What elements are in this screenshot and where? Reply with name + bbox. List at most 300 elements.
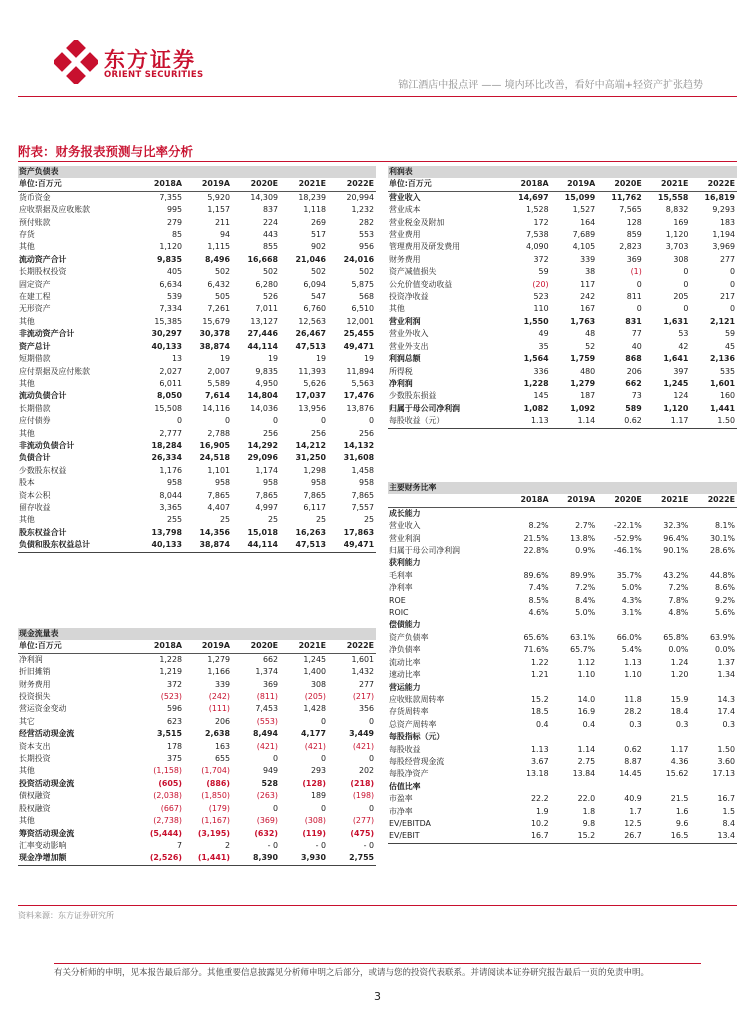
table-row bbox=[18, 204, 376, 216]
cell-value: 568 bbox=[359, 292, 375, 302]
cell-value: 16,905 bbox=[199, 440, 230, 450]
table-row bbox=[18, 303, 376, 315]
row-label: 存货 bbox=[19, 230, 35, 240]
row-label: 负债合计 bbox=[19, 453, 51, 463]
cell-value: 15,679 bbox=[202, 316, 230, 326]
table-row bbox=[18, 765, 376, 777]
cell-value: (2,038) bbox=[153, 791, 182, 801]
row-label: 非流动负债合计 bbox=[19, 440, 75, 450]
table-row bbox=[18, 217, 376, 229]
cell-value: 6,760 bbox=[303, 304, 326, 314]
table-row bbox=[388, 744, 737, 756]
cell-value: 73 bbox=[631, 391, 642, 401]
cell-value: 12,001 bbox=[346, 316, 375, 326]
cell-value: 1,527 bbox=[572, 205, 596, 215]
cell-value: 18.4 bbox=[670, 707, 689, 717]
cell-value: 1.22 bbox=[531, 657, 549, 667]
table-row bbox=[18, 703, 376, 715]
cell-value bbox=[644, 731, 691, 743]
group-header-row bbox=[388, 557, 737, 569]
year-header: 2022E bbox=[328, 178, 376, 191]
table-row bbox=[18, 679, 376, 691]
cell-value bbox=[551, 619, 598, 631]
cell-value: 256 bbox=[262, 428, 278, 438]
cell-value: (421) bbox=[256, 741, 278, 751]
cell-value: - 0 bbox=[315, 840, 326, 850]
cell-value: 25,455 bbox=[343, 329, 375, 339]
cell-value: 11.8 bbox=[624, 694, 642, 704]
cell-value: 1,245 bbox=[303, 654, 326, 664]
table-row bbox=[18, 279, 376, 291]
row-label: 其他 bbox=[19, 766, 35, 776]
table-row bbox=[388, 694, 737, 706]
row-label: 市盈率 bbox=[389, 794, 413, 804]
cell-value: 206 bbox=[626, 366, 642, 376]
cell-value: 1,759 bbox=[570, 354, 596, 364]
cell-value: 128 bbox=[626, 217, 642, 227]
page-number: 3 bbox=[374, 990, 381, 1003]
cell-value: 277 bbox=[719, 254, 735, 264]
table-row bbox=[388, 545, 737, 557]
table-row bbox=[18, 852, 376, 865]
cell-value: 553 bbox=[359, 230, 375, 240]
row-label: 应收账款周转率 bbox=[389, 694, 445, 704]
cell-value: 3,930 bbox=[280, 852, 328, 865]
section-title: 现金流量表 bbox=[18, 628, 376, 640]
row-label: 其他 bbox=[389, 304, 405, 314]
row-label: 营业利润 bbox=[389, 316, 421, 326]
cell-value: 2,823 bbox=[619, 242, 642, 252]
cell-value: 47,513 bbox=[295, 341, 326, 351]
cell-value: 958 bbox=[262, 478, 278, 488]
cell-value: 1,120 bbox=[159, 242, 182, 252]
row-label: 现金净增加额 bbox=[18, 852, 136, 865]
table-row bbox=[388, 254, 737, 266]
cell-value: 13.84 bbox=[572, 769, 596, 779]
row-label: 每股净资产 bbox=[389, 769, 429, 779]
table-row bbox=[388, 341, 737, 353]
cell-value: 7,538 bbox=[526, 230, 549, 240]
cell-value: 0.3 bbox=[629, 719, 642, 729]
cell-value: 405 bbox=[166, 267, 182, 277]
cell-value: (179) bbox=[208, 803, 230, 813]
cell-value: 13 bbox=[171, 354, 182, 364]
cell-value: 7,557 bbox=[351, 502, 375, 512]
cell-value: 859 bbox=[626, 230, 642, 240]
section-header-row bbox=[388, 166, 737, 178]
row-label: 折旧摊销 bbox=[19, 667, 51, 677]
cell-value: 372 bbox=[533, 254, 549, 264]
cell-value: (605) bbox=[158, 778, 182, 788]
cell-value: 21,046 bbox=[295, 254, 326, 264]
year-header: 2020E bbox=[597, 494, 644, 507]
cell-value: 13,956 bbox=[298, 403, 326, 413]
balance-sheet-table bbox=[18, 166, 376, 553]
cell-value: 20,994 bbox=[346, 192, 375, 202]
cell-value: 0 bbox=[272, 754, 278, 764]
cell-value: 1.24 bbox=[670, 657, 689, 667]
cell-value: 2,788 bbox=[207, 428, 230, 438]
cell-value: 24,518 bbox=[199, 453, 230, 463]
row-label: 非流动资产合计 bbox=[19, 329, 75, 339]
row-label: 归属于母公司净利润 bbox=[389, 546, 461, 556]
cell-value: 3,365 bbox=[159, 502, 182, 512]
unit-label: 单位:百万元 bbox=[18, 640, 136, 653]
cell-value: 8.87 bbox=[624, 756, 642, 766]
cell-value: 5,920 bbox=[207, 192, 230, 202]
row-label: 投资损失 bbox=[19, 692, 51, 702]
cell-value: 502 bbox=[262, 267, 278, 277]
cell-value: 30,297 bbox=[151, 329, 182, 339]
cell-value: 9.2% bbox=[715, 595, 736, 605]
cell-value: 1,120 bbox=[665, 230, 689, 240]
table-row bbox=[388, 266, 737, 278]
cell-value: 35.7% bbox=[616, 570, 642, 580]
row-label: 每股指标（元） bbox=[389, 732, 445, 742]
cell-value: 1.8 bbox=[582, 806, 596, 816]
row-label: 营业利润 bbox=[389, 533, 421, 543]
cell-value: 369 bbox=[262, 679, 278, 689]
cell-value: (667) bbox=[160, 803, 182, 813]
column-header-row bbox=[18, 640, 376, 653]
cell-value: 0 bbox=[729, 279, 735, 289]
cell-value: - 0 bbox=[267, 840, 278, 850]
cell-value: 2 bbox=[224, 840, 230, 850]
cell-value: 339 bbox=[214, 679, 230, 689]
table-row bbox=[18, 403, 376, 415]
cell-value: 547 bbox=[310, 292, 326, 302]
cell-value: 1.50 bbox=[690, 415, 737, 428]
table-row bbox=[18, 728, 376, 740]
cell-value: 6,011 bbox=[159, 378, 182, 388]
cell-value bbox=[690, 619, 737, 631]
cell-value: (886) bbox=[206, 778, 230, 788]
cell-value: 0.0% bbox=[668, 645, 689, 655]
cell-value: 1,166 bbox=[207, 667, 230, 677]
cell-value: (5,444) bbox=[149, 828, 182, 838]
cell-value bbox=[597, 619, 644, 631]
cell-value: 0 bbox=[272, 416, 278, 426]
cell-value: 1.10 bbox=[624, 670, 642, 680]
table-row bbox=[18, 753, 376, 765]
cell-value: 49,471 bbox=[328, 539, 376, 552]
cell-value: 4.8% bbox=[668, 608, 689, 618]
cell-value: 49,471 bbox=[343, 341, 375, 351]
cell-value: 189 bbox=[310, 791, 326, 801]
cell-value: 7.8% bbox=[668, 595, 689, 605]
cell-value: 282 bbox=[359, 217, 375, 227]
table-row bbox=[388, 316, 737, 328]
table-row bbox=[388, 706, 737, 718]
row-label: 长期投资 bbox=[19, 754, 51, 764]
cell-value: 71.6% bbox=[523, 645, 549, 655]
cell-value: 44.8% bbox=[709, 570, 736, 580]
table-row bbox=[18, 241, 376, 253]
table-row bbox=[388, 303, 737, 315]
row-label: 资产总计 bbox=[19, 341, 51, 351]
cell-value: 1.20 bbox=[670, 670, 689, 680]
cell-value: 596 bbox=[166, 704, 182, 714]
cell-value: 25 bbox=[315, 515, 326, 525]
row-label: 速动比率 bbox=[389, 670, 421, 680]
cell-value: 0 bbox=[683, 279, 689, 289]
unit-label: 单位:百万元 bbox=[388, 178, 504, 191]
table-row bbox=[18, 353, 376, 365]
cell-value: 7,865 bbox=[255, 490, 278, 500]
cell-value: 958 bbox=[214, 478, 230, 488]
cell-value: 29,096 bbox=[247, 453, 278, 463]
appendix-divider bbox=[18, 161, 737, 162]
table-row bbox=[388, 415, 737, 428]
cell-value: 1,428 bbox=[303, 704, 326, 714]
cell-value: 1,279 bbox=[570, 378, 596, 388]
cell-value: 502 bbox=[310, 267, 326, 277]
cell-value: 2.75 bbox=[577, 756, 596, 766]
cell-value: 1,458 bbox=[351, 465, 375, 475]
cell-value: 8.4% bbox=[575, 595, 596, 605]
cell-value: 1.10 bbox=[577, 670, 596, 680]
cell-value: 19 bbox=[219, 354, 230, 364]
cell-value: 6,432 bbox=[207, 279, 230, 289]
cell-value: 160 bbox=[719, 391, 735, 401]
cell-value: 0 bbox=[320, 754, 326, 764]
year-header: 2020E bbox=[597, 178, 644, 191]
appendix-title: 附表：财务报表预测与比率分析 bbox=[18, 144, 194, 159]
cell-value: 1,176 bbox=[159, 465, 182, 475]
cell-value: 1,550 bbox=[523, 316, 549, 326]
cell-value: 14,356 bbox=[199, 527, 230, 537]
year-header: 2022E bbox=[690, 494, 737, 507]
cell-value: 38 bbox=[585, 267, 596, 277]
cell-value: 145 bbox=[533, 391, 549, 401]
cell-value: 14.45 bbox=[619, 769, 642, 779]
cell-value: 63.1% bbox=[570, 632, 596, 642]
cell-value: (421) bbox=[304, 741, 326, 751]
cell-value bbox=[690, 781, 737, 793]
cell-value: 1,298 bbox=[303, 465, 326, 475]
cell-value: 1.5 bbox=[722, 806, 736, 816]
cell-value: 2,777 bbox=[159, 428, 182, 438]
cell-value: 0 bbox=[320, 716, 326, 726]
cell-value: 45 bbox=[724, 341, 735, 351]
cell-value: 397 bbox=[673, 366, 689, 376]
row-label: 净利润 bbox=[389, 378, 413, 388]
cell-value: 0.4 bbox=[536, 719, 549, 729]
table-row bbox=[18, 465, 376, 477]
cell-value: 96.4% bbox=[663, 533, 689, 543]
cell-value: 4,177 bbox=[301, 729, 326, 739]
year-header: 2022E bbox=[690, 178, 737, 191]
table-row bbox=[388, 241, 737, 253]
year-header: 2018A bbox=[136, 178, 184, 191]
cell-value: 0 bbox=[729, 304, 735, 314]
cell-value: 443 bbox=[262, 230, 278, 240]
table-row bbox=[18, 514, 376, 526]
cell-value: 4,407 bbox=[207, 502, 230, 512]
table-row bbox=[388, 217, 737, 229]
cell-value: 32.3% bbox=[663, 521, 689, 531]
cell-value: 0.62 bbox=[597, 415, 644, 428]
cell-value: 0.9% bbox=[575, 546, 596, 556]
cell-value bbox=[644, 619, 691, 631]
cell-value: 13,798 bbox=[151, 527, 182, 537]
cell-value bbox=[551, 731, 598, 743]
cell-value: (523) bbox=[160, 692, 182, 702]
table-row bbox=[18, 539, 376, 552]
year-header: 2020E bbox=[232, 178, 280, 191]
cell-value: 1,528 bbox=[526, 205, 549, 215]
cell-value: 19 bbox=[267, 354, 278, 364]
table-row bbox=[388, 570, 737, 582]
cell-value: 269 bbox=[310, 217, 326, 227]
cell-value: 2.7% bbox=[575, 521, 596, 531]
cell-value bbox=[690, 682, 737, 694]
cell-value: 163 bbox=[214, 741, 230, 751]
table-row bbox=[18, 790, 376, 802]
cell-value: 15.2 bbox=[551, 830, 598, 843]
cell-value: 7.4% bbox=[528, 583, 549, 593]
table-row bbox=[18, 452, 376, 464]
cell-value: 15,018 bbox=[247, 527, 278, 537]
cell-value: -46.1% bbox=[613, 546, 642, 556]
cell-value: 59 bbox=[724, 329, 735, 339]
table-row bbox=[388, 669, 737, 681]
cell-value: 5.0% bbox=[575, 608, 596, 618]
row-label: 每股收益（元） bbox=[388, 415, 504, 428]
cell-value: 9,835 bbox=[157, 254, 182, 264]
cell-value: (475) bbox=[350, 828, 375, 838]
cell-value: 2,027 bbox=[159, 366, 182, 376]
cell-value: 21.5 bbox=[670, 794, 689, 804]
cell-value: (1,167) bbox=[201, 816, 230, 826]
cell-value: 42 bbox=[678, 341, 689, 351]
cell-value: 22.8% bbox=[523, 546, 549, 556]
cell-value: 1,228 bbox=[159, 654, 182, 664]
year-header: 2019A bbox=[551, 178, 598, 191]
row-label: 流动比率 bbox=[389, 657, 421, 667]
row-label: 债权融资 bbox=[19, 791, 51, 801]
cell-value bbox=[597, 557, 644, 569]
cell-value: 7.2% bbox=[668, 583, 689, 593]
cell-value: 17.13 bbox=[712, 769, 736, 779]
row-label: 筹资活动现金流 bbox=[19, 828, 75, 838]
row-label: EV/EBIT bbox=[388, 830, 504, 843]
cell-value: 1,219 bbox=[159, 667, 182, 677]
cell-value: 528 bbox=[261, 778, 278, 788]
cell-value: 956 bbox=[359, 242, 375, 252]
cell-value: 1,157 bbox=[207, 205, 230, 215]
cell-value: 7 bbox=[176, 840, 182, 850]
cell-value bbox=[504, 781, 551, 793]
cell-value: 958 bbox=[310, 478, 326, 488]
brand-name: 东方证券 bbox=[104, 48, 196, 72]
cell-value: 9.6 bbox=[675, 818, 689, 828]
row-label: 存货周转率 bbox=[389, 707, 429, 717]
cell-value: 1.37 bbox=[717, 657, 736, 667]
cell-value: 10.2 bbox=[531, 818, 549, 828]
cell-value: (1,704) bbox=[201, 766, 230, 776]
table-row bbox=[18, 527, 376, 539]
cell-value: 15,385 bbox=[154, 316, 182, 326]
cell-value: 66.0% bbox=[616, 632, 642, 642]
table-row bbox=[18, 490, 376, 502]
row-label: ROIC bbox=[389, 608, 409, 618]
row-label: 留存收益 bbox=[19, 502, 51, 512]
cell-value: - 0 bbox=[363, 840, 375, 850]
document-title: 锦江酒店中报点评 —— 境内环比改善，看好中高端+轻资产扩张趋势 bbox=[398, 80, 703, 91]
cell-value: 22.2 bbox=[531, 794, 549, 804]
column-header-row bbox=[18, 178, 376, 191]
cell-value: (553) bbox=[256, 716, 278, 726]
cell-value: 16.7 bbox=[504, 830, 551, 843]
table-row bbox=[388, 719, 737, 731]
table-row bbox=[388, 378, 737, 390]
cell-value: 211 bbox=[214, 217, 230, 227]
year-header: 2018A bbox=[136, 640, 184, 653]
cell-value: 40,133 bbox=[151, 341, 182, 351]
cell-value: 4,950 bbox=[255, 378, 278, 388]
cell-value: 502 bbox=[214, 267, 230, 277]
cash-flow-table bbox=[18, 628, 376, 866]
cell-value: 0 bbox=[729, 267, 735, 277]
row-label: 负债和股东权益总计 bbox=[18, 539, 136, 552]
cell-value: 7,334 bbox=[159, 304, 182, 314]
row-label: 净负债率 bbox=[389, 645, 421, 655]
cell-value: 14,309 bbox=[250, 192, 278, 202]
cell-value: 1,564 bbox=[523, 354, 549, 364]
cell-value: 15,558 bbox=[657, 192, 689, 202]
cell-value: 24,016 bbox=[343, 254, 375, 264]
row-label: 利润总额 bbox=[389, 354, 421, 364]
table-row bbox=[18, 229, 376, 241]
cell-value: 995 bbox=[166, 205, 182, 215]
cell-value: 526 bbox=[262, 292, 278, 302]
row-label: 财务费用 bbox=[389, 254, 421, 264]
cell-value: 94 bbox=[219, 230, 230, 240]
cell-value: 256 bbox=[310, 428, 326, 438]
cell-value: 1.17 bbox=[670, 744, 689, 754]
table-row bbox=[18, 778, 376, 790]
cell-value: 4,105 bbox=[572, 242, 596, 252]
cell-value: 65.8% bbox=[663, 632, 689, 642]
row-label: 资本公积 bbox=[19, 490, 51, 500]
year-header: 2021E bbox=[644, 178, 691, 191]
row-label: 管理费用及研发费用 bbox=[389, 242, 461, 252]
cell-value: 7,453 bbox=[255, 704, 278, 714]
cell-value: 9.8 bbox=[582, 818, 596, 828]
row-label: 其他 bbox=[19, 242, 35, 252]
row-label: 偿债能力 bbox=[389, 620, 421, 630]
year-header: 2021E bbox=[644, 494, 691, 507]
cell-value: 77 bbox=[631, 329, 642, 339]
cell-value: 279 bbox=[166, 217, 182, 227]
cell-value: 2,121 bbox=[710, 316, 735, 326]
cell-value: (1,441) bbox=[184, 852, 232, 865]
cell-value: 14,132 bbox=[343, 440, 375, 450]
cell-value: 1,101 bbox=[207, 465, 230, 475]
cell-value: 1.6 bbox=[675, 806, 689, 816]
cell-value: 206 bbox=[214, 716, 230, 726]
cell-value: 38,874 bbox=[199, 341, 230, 351]
cell-value: 7,355 bbox=[159, 192, 182, 202]
cell-value: 44,114 bbox=[247, 341, 278, 351]
unit-label: 单位:百万元 bbox=[18, 178, 136, 191]
cell-value: 1.34 bbox=[717, 670, 736, 680]
cell-value: (369) bbox=[256, 816, 278, 826]
cell-value: 2,638 bbox=[205, 729, 230, 739]
table-row bbox=[18, 316, 376, 328]
cell-value: 1,092 bbox=[570, 403, 596, 413]
